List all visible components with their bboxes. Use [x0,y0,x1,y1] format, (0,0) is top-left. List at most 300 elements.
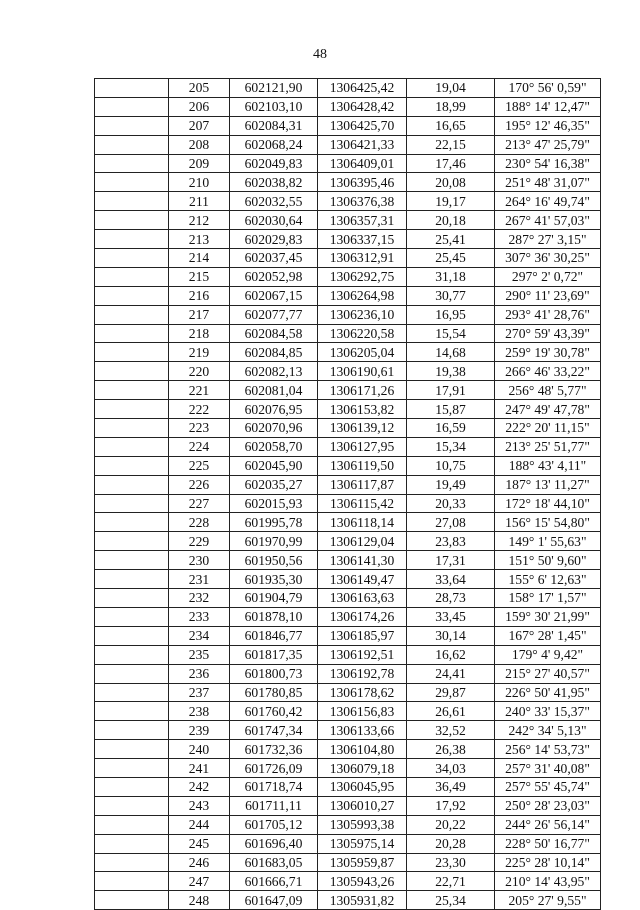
empty-cell [95,230,169,249]
table-row [95,173,601,192]
y-coordinate-cell: 1306421,33 [318,135,407,154]
x-coordinate-cell: 601726,09 [230,759,318,778]
x-coordinate-cell: 601780,85 [230,683,318,702]
bearing-cell: 188° 43' 4,11" [495,456,601,475]
bearing-cell: 225° 28' 10,14" [495,853,601,872]
empty-cell [95,872,169,891]
table-row [95,230,601,249]
empty-cell [95,702,169,721]
bearing-cell: 256° 48' 5,77" [495,381,601,400]
point-number-cell: 247 [169,872,230,891]
distance-cell: 14,68 [407,343,495,362]
distance-cell: 16,65 [407,116,495,135]
empty-cell [95,116,169,135]
distance-cell: 20,18 [407,211,495,230]
y-coordinate-cell: 1306127,95 [318,437,407,456]
table-row [95,475,601,494]
table-row [95,267,601,286]
y-coordinate-cell: 1306119,50 [318,456,407,475]
x-coordinate-cell: 601711,11 [230,796,318,815]
y-coordinate-cell: 1305993,38 [318,815,407,834]
x-coordinate-cell: 602084,58 [230,324,318,343]
table-row [95,419,601,438]
point-number-cell: 230 [169,551,230,570]
point-number-cell: 223 [169,419,230,438]
table-row [95,400,601,419]
y-coordinate-cell: 1305931,82 [318,891,407,910]
table-row [95,305,601,324]
empty-cell [95,154,169,173]
point-number-cell: 233 [169,607,230,626]
bearing-cell: 307° 36' 30,25" [495,249,601,268]
x-coordinate-cell: 601970,99 [230,532,318,551]
distance-cell: 25,34 [407,891,495,910]
table-row [95,683,601,702]
empty-cell [95,721,169,740]
empty-cell [95,853,169,872]
distance-cell: 27,08 [407,513,495,532]
point-number-cell: 227 [169,494,230,513]
y-coordinate-cell: 1306264,98 [318,286,407,305]
point-number-cell: 206 [169,97,230,116]
x-coordinate-cell: 602076,95 [230,400,318,419]
point-number-cell: 231 [169,570,230,589]
table-row [95,664,601,683]
y-coordinate-cell: 1306153,82 [318,400,407,419]
bearing-cell: 228° 50' 16,77" [495,834,601,853]
bearing-cell: 259° 19' 30,78" [495,343,601,362]
bearing-cell: 187° 13' 11,27" [495,475,601,494]
bearing-cell: 297° 2' 0,72" [495,267,601,286]
y-coordinate-cell: 1306104,80 [318,740,407,759]
x-coordinate-cell: 602045,90 [230,456,318,475]
distance-cell: 16,62 [407,645,495,664]
table-row [95,192,601,211]
x-coordinate-cell: 601878,10 [230,607,318,626]
distance-cell: 33,64 [407,570,495,589]
bearing-cell: 257° 31' 40,08" [495,759,601,778]
distance-cell: 17,46 [407,154,495,173]
empty-cell [95,513,169,532]
y-coordinate-cell: 1306118,14 [318,513,407,532]
point-number-cell: 215 [169,267,230,286]
distance-cell: 19,04 [407,79,495,98]
y-coordinate-cell: 1306156,83 [318,702,407,721]
y-coordinate-cell: 1306010,27 [318,796,407,815]
empty-cell [95,286,169,305]
x-coordinate-cell: 602032,55 [230,192,318,211]
empty-cell [95,626,169,645]
coordinates-table [94,78,601,910]
x-coordinate-cell: 602068,24 [230,135,318,154]
distance-cell: 19,49 [407,475,495,494]
table-row [95,759,601,778]
bearing-cell: 244° 26' 56,14" [495,815,601,834]
y-coordinate-cell: 1306129,04 [318,532,407,551]
point-number-cell: 222 [169,400,230,419]
table-row [95,872,601,891]
table-row [95,891,601,910]
bearing-cell: 293° 41' 28,76" [495,305,601,324]
x-coordinate-cell: 602084,85 [230,343,318,362]
empty-cell [95,267,169,286]
bearing-cell: 155° 6' 12,63" [495,570,601,589]
table-row [95,607,601,626]
bearing-cell: 167° 28' 1,45" [495,626,601,645]
point-number-cell: 205 [169,79,230,98]
x-coordinate-cell: 601747,34 [230,721,318,740]
x-coordinate-cell: 601995,78 [230,513,318,532]
point-number-cell: 219 [169,343,230,362]
bearing-cell: 250° 28' 23,03" [495,796,601,815]
y-coordinate-cell: 1306205,04 [318,343,407,362]
bearing-cell: 287° 27' 3,15" [495,230,601,249]
point-number-cell: 226 [169,475,230,494]
x-coordinate-cell: 602052,98 [230,267,318,286]
y-coordinate-cell: 1306220,58 [318,324,407,343]
bearing-cell: 188° 14' 12,47" [495,97,601,116]
table-row [95,702,601,721]
distance-cell: 17,91 [407,381,495,400]
distance-cell: 25,41 [407,230,495,249]
distance-cell: 17,31 [407,551,495,570]
distance-cell: 24,41 [407,664,495,683]
x-coordinate-cell: 601935,30 [230,570,318,589]
point-number-cell: 209 [169,154,230,173]
bearing-cell: 210° 14' 43,95" [495,872,601,891]
x-coordinate-cell: 602038,82 [230,173,318,192]
coordinates-table-body [95,79,601,910]
empty-cell [95,456,169,475]
y-coordinate-cell: 1306149,47 [318,570,407,589]
distance-cell: 15,54 [407,324,495,343]
distance-cell: 22,71 [407,872,495,891]
y-coordinate-cell: 1306045,95 [318,777,407,796]
empty-cell [95,211,169,230]
empty-cell [95,135,169,154]
empty-cell [95,645,169,664]
bearing-cell: 266° 46' 33,22" [495,362,601,381]
distance-cell: 19,38 [407,362,495,381]
table-row [95,796,601,815]
y-coordinate-cell: 1306425,70 [318,116,407,135]
distance-cell: 20,22 [407,815,495,834]
point-number-cell: 207 [169,116,230,135]
table-row [95,570,601,589]
point-number-cell: 241 [169,759,230,778]
distance-cell: 20,33 [407,494,495,513]
empty-cell [95,437,169,456]
bearing-cell: 159° 30' 21,99" [495,607,601,626]
table-row [95,343,601,362]
distance-cell: 15,87 [407,400,495,419]
y-coordinate-cell: 1306292,75 [318,267,407,286]
table-row [95,815,601,834]
point-number-cell: 238 [169,702,230,721]
table-row [95,513,601,532]
bearing-cell: 205° 27' 9,55" [495,891,601,910]
x-coordinate-cell: 602070,96 [230,419,318,438]
empty-cell [95,494,169,513]
empty-cell [95,740,169,759]
point-number-cell: 237 [169,683,230,702]
table-row [95,97,601,116]
bearing-cell: 267° 41' 57,03" [495,211,601,230]
table-row [95,721,601,740]
point-number-cell: 224 [169,437,230,456]
point-number-cell: 211 [169,192,230,211]
table-row [95,589,601,608]
x-coordinate-cell: 601732,36 [230,740,318,759]
distance-cell: 16,59 [407,419,495,438]
x-coordinate-cell: 602030,64 [230,211,318,230]
bearing-cell: 256° 14' 53,73" [495,740,601,759]
empty-cell [95,589,169,608]
y-coordinate-cell: 1305959,87 [318,853,407,872]
bearing-cell: 172° 18' 44,10" [495,494,601,513]
y-coordinate-cell: 1306171,26 [318,381,407,400]
table-row [95,437,601,456]
table-row [95,777,601,796]
y-coordinate-cell: 1306409,01 [318,154,407,173]
table-row [95,324,601,343]
distance-cell: 22,15 [407,135,495,154]
x-coordinate-cell: 601817,35 [230,645,318,664]
bearing-cell: 213° 47' 25,79" [495,135,601,154]
bearing-cell: 226° 50' 41,95" [495,683,601,702]
point-number-cell: 245 [169,834,230,853]
x-coordinate-cell: 602037,45 [230,249,318,268]
table-row [95,853,601,872]
y-coordinate-cell: 1306428,42 [318,97,407,116]
empty-cell [95,796,169,815]
point-number-cell: 216 [169,286,230,305]
x-coordinate-cell: 602081,04 [230,381,318,400]
empty-cell [95,419,169,438]
point-number-cell: 234 [169,626,230,645]
bearing-cell: 270° 59' 43,39" [495,324,601,343]
table-row [95,135,601,154]
point-number-cell: 213 [169,230,230,249]
empty-cell [95,834,169,853]
point-number-cell: 212 [169,211,230,230]
table-row [95,249,601,268]
empty-cell [95,475,169,494]
bearing-cell: 247° 49' 47,78" [495,400,601,419]
y-coordinate-cell: 1306117,87 [318,475,407,494]
table-row [95,211,601,230]
table-row [95,79,601,98]
point-number-cell: 240 [169,740,230,759]
point-number-cell: 208 [169,135,230,154]
x-coordinate-cell: 602015,93 [230,494,318,513]
empty-cell [95,343,169,362]
distance-cell: 30,14 [407,626,495,645]
empty-cell [95,192,169,211]
empty-cell [95,570,169,589]
y-coordinate-cell: 1306174,26 [318,607,407,626]
x-coordinate-cell: 601846,77 [230,626,318,645]
point-number-cell: 248 [169,891,230,910]
bearing-cell: 290° 11' 23,69" [495,286,601,305]
y-coordinate-cell: 1306376,38 [318,192,407,211]
table-row [95,381,601,400]
table-row [95,116,601,135]
empty-cell [95,664,169,683]
empty-cell [95,97,169,116]
bearing-cell: 242° 34' 5,13" [495,721,601,740]
x-coordinate-cell: 602082,13 [230,362,318,381]
table-row [95,626,601,645]
point-number-cell: 246 [169,853,230,872]
y-coordinate-cell: 1306337,15 [318,230,407,249]
bearing-cell: 264° 16' 49,74" [495,192,601,211]
x-coordinate-cell: 602077,77 [230,305,318,324]
y-coordinate-cell: 1306115,42 [318,494,407,513]
y-coordinate-cell: 1306192,51 [318,645,407,664]
distance-cell: 34,03 [407,759,495,778]
bearing-cell: 195° 12' 46,35" [495,116,601,135]
table-row [95,740,601,759]
table-row [95,532,601,551]
x-coordinate-cell: 602121,90 [230,79,318,98]
distance-cell: 19,17 [407,192,495,211]
page-number: 48 [313,47,327,62]
bearing-cell: 257° 55' 45,74" [495,777,601,796]
x-coordinate-cell: 601666,71 [230,872,318,891]
empty-cell [95,891,169,910]
point-number-cell: 225 [169,456,230,475]
x-coordinate-cell: 602035,27 [230,475,318,494]
point-number-cell: 217 [169,305,230,324]
bearing-cell: 240° 33' 15,37" [495,702,601,721]
distance-cell: 33,45 [407,607,495,626]
x-coordinate-cell: 601950,56 [230,551,318,570]
table-row [95,494,601,513]
x-coordinate-cell: 601683,05 [230,853,318,872]
bearing-cell: 179° 4' 9,42" [495,645,601,664]
empty-cell [95,759,169,778]
table-row [95,645,601,664]
y-coordinate-cell: 1306395,46 [318,173,407,192]
table-row [95,154,601,173]
x-coordinate-cell: 601705,12 [230,815,318,834]
distance-cell: 18,99 [407,97,495,116]
empty-cell [95,249,169,268]
empty-cell [95,400,169,419]
y-coordinate-cell: 1306163,63 [318,589,407,608]
y-coordinate-cell: 1306133,66 [318,721,407,740]
empty-cell [95,381,169,400]
x-coordinate-cell: 601904,79 [230,589,318,608]
y-coordinate-cell: 1306178,62 [318,683,407,702]
bearing-cell: 213° 25' 51,77" [495,437,601,456]
x-coordinate-cell: 602067,15 [230,286,318,305]
x-coordinate-cell: 601800,73 [230,664,318,683]
point-number-cell: 221 [169,381,230,400]
y-coordinate-cell: 1305943,26 [318,872,407,891]
y-coordinate-cell: 1306192,78 [318,664,407,683]
empty-cell [95,607,169,626]
bearing-cell: 251° 48' 31,07" [495,173,601,192]
distance-cell: 23,30 [407,853,495,872]
bearing-cell: 151° 50' 9,60" [495,551,601,570]
x-coordinate-cell: 601696,40 [230,834,318,853]
y-coordinate-cell: 1305975,14 [318,834,407,853]
point-number-cell: 229 [169,532,230,551]
distance-cell: 20,08 [407,173,495,192]
empty-cell [95,79,169,98]
y-coordinate-cell: 1306141,30 [318,551,407,570]
empty-cell [95,815,169,834]
empty-cell [95,683,169,702]
point-number-cell: 239 [169,721,230,740]
bearing-cell: 149° 1' 55,63" [495,532,601,551]
bearing-cell: 230° 54' 16,38" [495,154,601,173]
table-row [95,551,601,570]
y-coordinate-cell: 1306357,31 [318,211,407,230]
y-coordinate-cell: 1306185,97 [318,626,407,645]
distance-cell: 25,45 [407,249,495,268]
distance-cell: 17,92 [407,796,495,815]
y-coordinate-cell: 1306425,42 [318,79,407,98]
distance-cell: 30,77 [407,286,495,305]
distance-cell: 26,38 [407,740,495,759]
point-number-cell: 214 [169,249,230,268]
bearing-cell: 170° 56' 0,59" [495,79,601,98]
empty-cell [95,777,169,796]
point-number-cell: 236 [169,664,230,683]
point-number-cell: 220 [169,362,230,381]
distance-cell: 20,28 [407,834,495,853]
distance-cell: 36,49 [407,777,495,796]
distance-cell: 32,52 [407,721,495,740]
point-number-cell: 243 [169,796,230,815]
y-coordinate-cell: 1306139,12 [318,419,407,438]
x-coordinate-cell: 601647,09 [230,891,318,910]
bearing-cell: 158° 17' 1,57" [495,589,601,608]
x-coordinate-cell: 601760,42 [230,702,318,721]
point-number-cell: 210 [169,173,230,192]
x-coordinate-cell: 602058,70 [230,437,318,456]
table-row [95,834,601,853]
x-coordinate-cell: 602103,10 [230,97,318,116]
point-number-cell: 244 [169,815,230,834]
point-number-cell: 232 [169,589,230,608]
empty-cell [95,532,169,551]
empty-cell [95,324,169,343]
y-coordinate-cell: 1306190,61 [318,362,407,381]
table-row [95,456,601,475]
empty-cell [95,173,169,192]
y-coordinate-cell: 1306312,91 [318,249,407,268]
x-coordinate-cell: 602049,83 [230,154,318,173]
distance-cell: 16,95 [407,305,495,324]
x-coordinate-cell: 601718,74 [230,777,318,796]
distance-cell: 23,83 [407,532,495,551]
table-row [95,286,601,305]
y-coordinate-cell: 1306236,10 [318,305,407,324]
distance-cell: 29,87 [407,683,495,702]
bearing-cell: 222° 20' 11,15" [495,419,601,438]
distance-cell: 10,75 [407,456,495,475]
empty-cell [95,305,169,324]
y-coordinate-cell: 1306079,18 [318,759,407,778]
point-number-cell: 235 [169,645,230,664]
empty-cell [95,362,169,381]
bearing-cell: 215° 27' 40,57" [495,664,601,683]
x-coordinate-cell: 602029,83 [230,230,318,249]
